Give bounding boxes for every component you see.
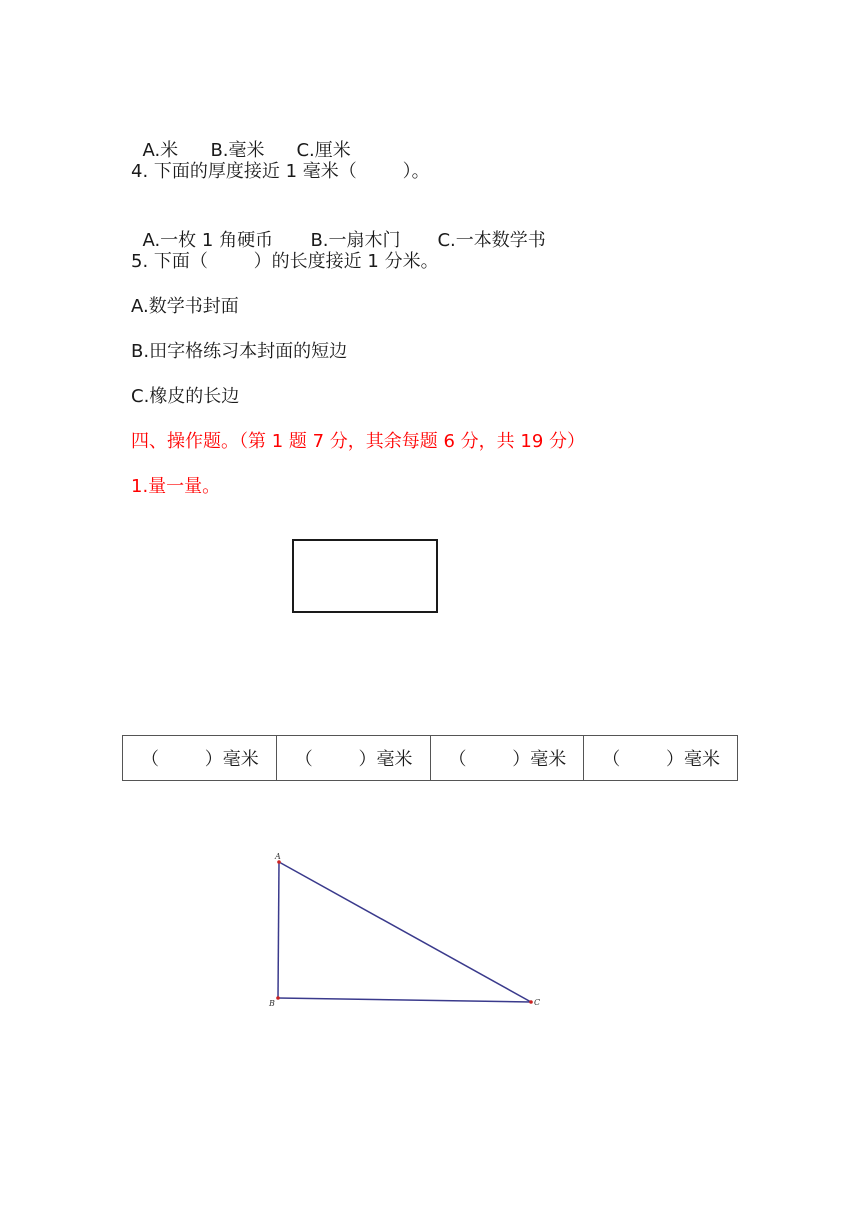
section4-q1-label: 1.量一量。 <box>131 476 221 497</box>
q5-option-c: C.橡皮的长边 <box>131 386 240 407</box>
q5-option-b: B.田字格练习本封面的短边 <box>131 341 348 362</box>
vertex-c-point <box>529 1000 533 1004</box>
answer-cell-2[interactable]: （ ）毫米 <box>276 736 430 781</box>
q5-option-a: A.数学书封面 <box>131 296 239 317</box>
q3-option-c: C.厘米 <box>296 140 351 161</box>
vertex-a-label: A <box>275 852 281 861</box>
q3-option-a: A.米 <box>142 140 179 161</box>
vertex-b-point <box>276 996 280 1000</box>
answer-cell-3[interactable]: （ ）毫米 <box>430 736 584 781</box>
q4-option-b: B.一扇木门 <box>310 230 401 251</box>
answer-cell-1[interactable]: （ ）毫米 <box>123 736 277 781</box>
vertex-b-label: B <box>269 999 275 1008</box>
section4-heading: 四、操作题。（第 1 题 7 分，其余每题 6 分，共 19 分） <box>131 431 586 452</box>
q4-option-c: C.一本数学书 <box>437 230 546 251</box>
side-ac <box>279 862 531 1002</box>
q3-option-b: B.毫米 <box>210 140 265 161</box>
vertex-c-label: C <box>534 998 541 1007</box>
q4-stem: 4. 下面的厚度接近 1 毫米（ ）。 <box>131 161 430 182</box>
q5-stem: 5. 下面（ ）的长度接近 1 分米。 <box>131 251 439 272</box>
answer-cell-4[interactable]: （ ）毫米 <box>584 736 738 781</box>
side-ab <box>278 862 279 998</box>
side-bc <box>278 998 531 1002</box>
q4-option-a: A.一枚 1 角硬币 <box>142 230 274 251</box>
